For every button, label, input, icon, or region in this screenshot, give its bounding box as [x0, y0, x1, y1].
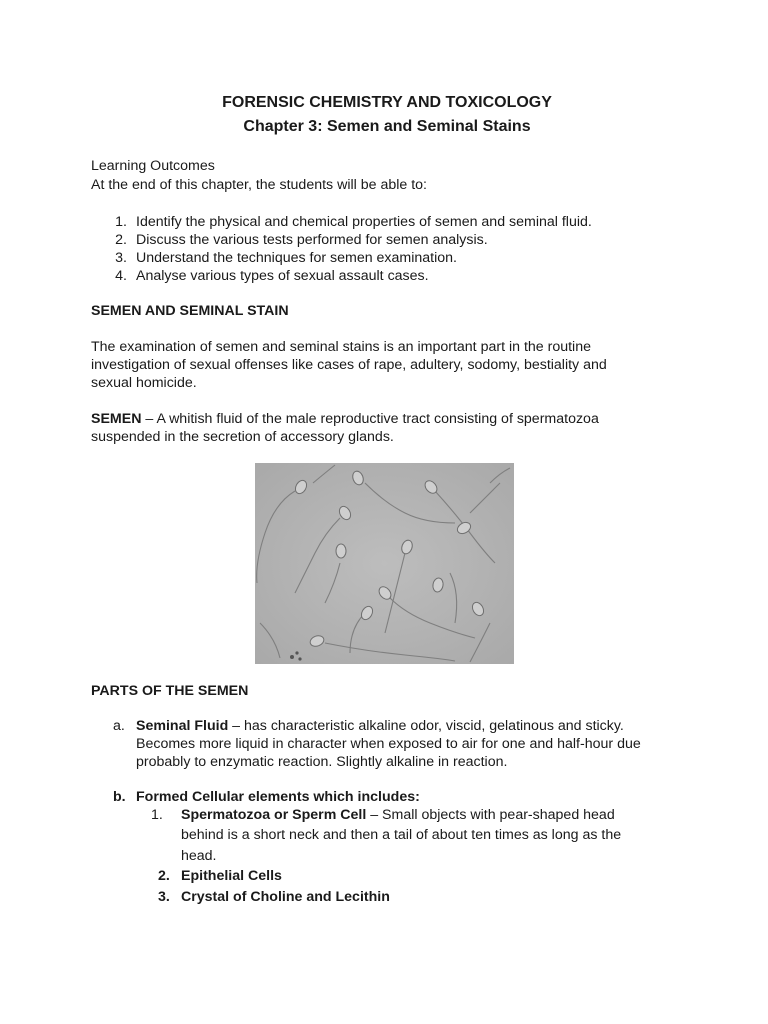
list-item-text: Analyse various types of sexual assault cases. — [136, 268, 429, 284]
seminal-fluid-continuation: Becomes more liquid in character when exposed to air for one and half-hour due — [136, 736, 641, 752]
paragraph-line: The examination of semen and seminal stains is an important part in the routine — [91, 339, 591, 355]
list-item-a-label: a. — [113, 718, 125, 734]
chapter-title: Chapter 3: Semen and Seminal Stains — [243, 118, 531, 135]
learning-outcomes-intro: At the end of this chapter, the students will be able to: — [91, 177, 427, 193]
list-item-number: 4. — [115, 268, 127, 284]
semen-definition-continuation: suspended in the secretion of accessory glands. — [91, 429, 394, 445]
semen-definition-line — [91, 411, 599, 427]
section-heading-semen-and-seminal-stain: SEMEN AND SEMINAL STAIN — [91, 303, 289, 319]
spermatozoa-term: Spermatozoa or Sperm Cell — [181, 807, 367, 823]
formed-elements-heading: Formed Cellular elements which includes: — [136, 789, 420, 805]
sublist-item-number: 3. — [158, 889, 170, 905]
document-title: FORENSIC CHEMISTRY AND TOXICOLOGY — [222, 94, 552, 111]
paragraph-line: sexual homicide. — [91, 375, 197, 391]
crystal-choline-lecithin-term: Crystal of Choline and Lecithin — [181, 889, 390, 905]
semen-definition-text: – A whitish fluid of the male reproductive tract consisting of spermatozoa — [141, 411, 599, 427]
sperm-micrograph-image — [255, 463, 514, 664]
paragraph-line: investigation of sexual offenses like cases of rape, adultery, sodomy, bestiality and — [91, 357, 607, 373]
learning-outcomes-heading: Learning Outcomes — [91, 158, 215, 174]
list-item-b-label: b. — [113, 789, 126, 805]
list-item-number: 1. — [115, 214, 127, 230]
semen-term: SEMEN — [91, 411, 142, 427]
sublist-item-number: 2. — [158, 868, 170, 884]
list-item-text: Understand the techniques for semen examination. — [136, 250, 457, 266]
seminal-fluid-term: Seminal Fluid — [136, 718, 229, 734]
spermatozoa-continuation: behind is a short neck and then a tail of about ten times as long as the — [181, 827, 622, 843]
list-item-number: 3. — [115, 250, 127, 266]
epithelial-cells-term: Epithelial Cells — [181, 868, 282, 884]
spermatozoa-continuation: head. — [181, 848, 217, 864]
spermatozoa-text: – Small objects with pear-shaped head — [366, 807, 615, 823]
seminal-fluid-text: – has characteristic alkaline odor, viscid, gelatinous and sticky. — [228, 718, 624, 734]
section-heading-parts-of-the-semen: PARTS OF THE SEMEN — [91, 683, 249, 699]
sublist-item-number: 1. — [151, 807, 163, 823]
list-item-number: 2. — [115, 232, 127, 248]
seminal-fluid-continuation: probably to enzymatic reaction. Slightly alkaline in reaction. — [136, 754, 508, 770]
spermatozoa-line — [181, 807, 615, 823]
list-item-text: Identify the physical and chemical properties of semen and seminal fluid. — [136, 214, 592, 230]
seminal-fluid-line — [136, 718, 624, 734]
list-item-text: Discuss the various tests performed for semen analysis. — [136, 232, 488, 248]
